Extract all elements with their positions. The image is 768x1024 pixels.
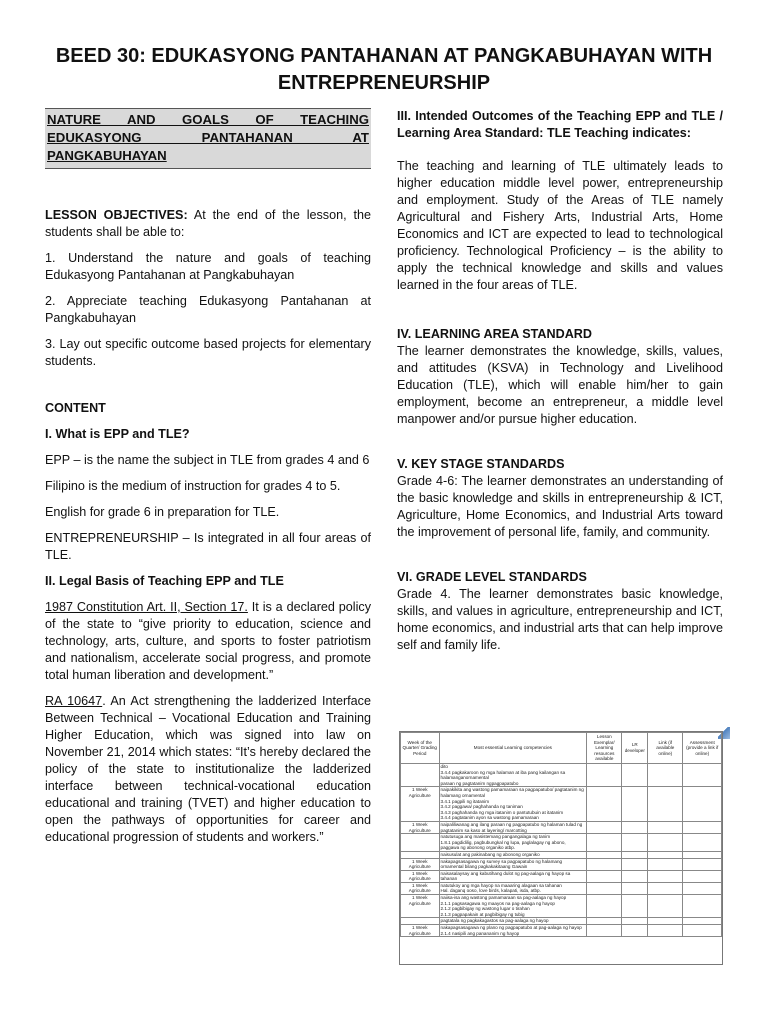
epp-definition: EPP – is the name the subject in TLE from grades 4 and 6: [45, 453, 370, 467]
objective-1: 1. Understand the nature and goals of teaching Edukasyong Pantahanan at Pangkabuhayan: [45, 251, 371, 282]
table-cell-empty: [622, 925, 648, 937]
table-cell-empty: [622, 851, 648, 858]
table-cell-empty: [648, 858, 683, 870]
table-row: [401, 870, 722, 882]
table-cell-competency: naisasalaysay ang kabutihang dulot ng pag-aalaga ng hayop sa tahanan: [439, 870, 587, 882]
competencies-table-image: [399, 731, 723, 965]
lesson-objectives: [45, 207, 371, 241]
table-cell-week: [401, 764, 440, 787]
table-cell-empty: [622, 870, 648, 882]
table-cell-empty: [622, 821, 648, 833]
table-row: [401, 858, 722, 870]
right-column: [397, 108, 723, 654]
objective-2: 2. Appreciate teaching Edukasyong Pantahanan at Pangkabuhayan: [45, 294, 371, 325]
table-cell-empty: [683, 851, 722, 858]
table-cell-empty: [587, 821, 622, 833]
table-cell-competency: naiisa-isa ang wastong pamamaraan sa pag-aalaga ng hayop 2.1.1 pagsasagawa ng maayos na pag-aalaga ng hayop 2.1.2 pagbibigay ng wastong lugar o tirahan 2.1.3 pagpapakain at pagbibigay ng tubig: [439, 895, 587, 918]
table-cell-competency: naipaliliwanag ang ilang paraan ng pagpapatubo ng halaman tulad ng pagtatanim sa kaso at layering/ marcotting: [439, 821, 587, 833]
objectives-label: LESSON OBJECTIVES:: [45, 208, 188, 222]
table-header: Lesson Exemplar/ Learning resources available: [587, 733, 622, 764]
table-cell-empty: [648, 870, 683, 882]
table-cell-empty: [683, 918, 722, 925]
table-cell-week: 1 Week Agriculture: [401, 870, 440, 882]
table-cell-empty: [622, 882, 648, 894]
section-5-heading: V. KEY STAGE STANDARDS: [397, 457, 565, 471]
table-cell-empty: [648, 834, 683, 852]
table-cell-competency: pagtatala ng pagkakagastos sa pag-aalaga ng hayop: [439, 918, 587, 925]
table-cell-empty: [683, 787, 722, 822]
content-label: CONTENT: [45, 401, 106, 415]
document-title: BEED 30: EDUKASYONG PANTAHANAN AT PANGKABUHAYAN WITH ENTREPRENEURSHIP: [55, 45, 713, 94]
section-3-heading: III. Intended Outcomes of the Teaching EPP and TLE / Learning Area Standard: TLE Teaching indicates:: [397, 109, 723, 140]
table-cell-competency: naipakikita ang wastong pamamaraan sa pagpapatubo/ pagtatanim ng halamang ornamental 3.4.1 pagpili ng itatanim 3.4.2 paggawa/ paghahanda ng taniman 3.4.3 paghahanda ng mga itatanim o pantutubuin at itatanim 3.4.4 pagtatanim ayon sa wastong pamamaraan: [439, 787, 587, 822]
table-cell-empty: [587, 858, 622, 870]
table-cell-empty: [587, 882, 622, 894]
objective-3: 3. Lay out specific outcome based projects for elementary students.: [45, 337, 371, 368]
table-cell-empty: [622, 764, 648, 787]
table-cell-empty: [683, 870, 722, 882]
table-cell-week: [401, 918, 440, 925]
table-row: [401, 895, 722, 918]
table-cell-empty: [587, 764, 622, 787]
section-4-heading: IV. LEARNING AREA STANDARD: [397, 327, 592, 341]
table-cell-empty: [648, 925, 683, 937]
section-3-text: The teaching and learning of TLE ultimately leads to higher education middle level power, entrepreneurship and employment. Study of the Areas of TLE namely Agricultural and Fishery Arts, Industrial Arts, Home Economics and ICT are expected to lead to technological proficiency. Technological Proficiency – is the ability to apply the technical knowledge and skills and values learned in the four areas of TLE.: [397, 159, 723, 292]
table-cell-competency: dito 3.4.4 pagkakaroon ng mga halaman at iba pang kailangan sa halamanganornamental paraan ng pagtatanim ngpagpapatubo: [439, 764, 587, 787]
table-row: [401, 834, 722, 852]
section-2-heading: II. Legal Basis of Teaching EPP and TLE: [45, 574, 284, 588]
table-header: Link (if available online): [648, 733, 683, 764]
table-cell-empty: [587, 851, 622, 858]
table-cell-week: 1 Week Agriculture: [401, 821, 440, 833]
table-cell-empty: [648, 882, 683, 894]
section-4-text: The learner demonstrates the knowledge, skills, values, and attitudes (KSVA) in Technology and Livelihood Education (TLE), which will enable him/her to gain employment, become an entrepreneur, a middle level manpower and/or pursue higher education.: [397, 344, 723, 426]
table-cell-competency: natutusuga ang masistemang pangangalaga ng tanim 1.8.1 pagdidilig, pagbubungkal ng lupa, paglalagay ng abono, paggawa ng abonong organiko atbp.: [439, 834, 587, 852]
table-cell-empty: [587, 787, 622, 822]
table-cell-empty: [683, 882, 722, 894]
table-cell-empty: [683, 925, 722, 937]
table-header: Week of the Quarter/ Grading Period: [401, 733, 440, 764]
constitution-text: It is a declared policy of the state to “give priority to education, science and technology, arts, culture, and sports to foster patriotism and nationalism, accelerate social progress, and promote total human liberation and development.”: [45, 600, 371, 682]
table-cell-competency: natutukoy ang mga hayop na maaaring alagaan sa tahanan Hal. daganq ooso, love birds, kalapati, isda, atbp.: [439, 882, 587, 894]
table-row: [401, 787, 722, 822]
table-cell-empty: [683, 764, 722, 787]
table-row: [401, 821, 722, 833]
table-cell-competency: nakapagsasagawa ng plano ng pagpapatubo at pag-aalaga ng hayop 2.1.4 nasipili ang panananim ng hayop: [439, 925, 587, 937]
table-row: [401, 882, 722, 894]
table-row: [401, 764, 722, 787]
table-cell-empty: [587, 925, 622, 937]
ra-text: . An Act strengthening the ladderized Interface Between Technical – Vocational Education and Training Higher Education, which was signed into law on November 21, 2014 which states: “It’s hereby declared the policy of the state to institutionalize the ladderized interface between technical-vocational education educational and training (TVET) and higher education to open the pathways of opportunities for career and educational progression of students and workers.”: [45, 694, 371, 844]
table-cell-empty: [683, 834, 722, 852]
table-cell-empty: [587, 895, 622, 918]
english-grade6: English for grade 6 in preparation for TLE.: [45, 505, 280, 519]
table-cell-empty: [683, 821, 722, 833]
nature-heading: NATURE AND GOALS OF TEACHING EDUKASYONG PANTAHANAN AT PANGKABUHAYAN: [45, 108, 371, 169]
section-6-heading: VI. GRADE LEVEL STANDARDS: [397, 570, 587, 584]
table-cell-empty: [587, 918, 622, 925]
constitution-ref: 1987 Constitution Art. II, Section 17.: [45, 600, 248, 614]
table-cell-week: 1 Week Agriculture: [401, 895, 440, 918]
table-cell-empty: [622, 787, 648, 822]
filipino-medium: Filipino is the medium of instruction for grades 4 to 5.: [45, 479, 341, 493]
table-cell-empty: [648, 787, 683, 822]
ra-ref: RA 10647: [45, 694, 103, 708]
table-cell-week: 1 Week Agriculture: [401, 925, 440, 937]
table-cell-empty: [622, 918, 648, 925]
left-column: [45, 108, 371, 846]
section-5-text: Grade 4-6: The learner demonstrates an understanding of the basic knowledge and skills in entrepreneurship & ICT, Agriculture, Home Economics, and Industrial Arts toward the improvement of personal life, family, and community.: [397, 474, 723, 539]
table-row: [401, 851, 722, 858]
table-cell-empty: [587, 834, 622, 852]
table-cell-empty: [648, 764, 683, 787]
legal-basis-2: [45, 693, 371, 846]
legal-basis-1: [45, 599, 371, 684]
table-cell-empty: [683, 858, 722, 870]
table-cell-empty: [622, 895, 648, 918]
entrepreneurship-note: ENTREPRENEURSHIP – Is integrated in all four areas of TLE.: [45, 531, 371, 562]
competencies-table: [400, 732, 722, 937]
table-header: LR developer: [622, 733, 648, 764]
table-cell-week: [401, 851, 440, 858]
table-cell-competency: nakapagsasagawa ng survey sa pagpapatubo ng halamang ornamental bilang pagkakakitaang Gawain: [439, 858, 587, 870]
table-cell-empty: [648, 821, 683, 833]
table-header: Most essential Learning competencies: [439, 733, 587, 764]
table-cell-empty: [683, 895, 722, 918]
table-cell-empty: [622, 834, 648, 852]
table-cell-competency: naisusulat ang pakinabang ng abonong organiko: [439, 851, 587, 858]
table-cell-empty: [648, 895, 683, 918]
table-cell-week: 1 Week Agriculture: [401, 882, 440, 894]
table-cell-empty: [587, 870, 622, 882]
objectives-intro: At the end of the lesson, the students shall be able to:: [45, 208, 371, 239]
table-cell-empty: [648, 851, 683, 858]
table-cell-week: [401, 834, 440, 852]
table-cell-week: 1 Week Agriculture: [401, 858, 440, 870]
section-6-text: Grade 4. The learner demonstrates basic knowledge, skills, and values in agriculture, entrepreneurship and ICT, home economics, and industrial arts that can help improve self and family life.: [397, 587, 723, 652]
table-header-row: [401, 733, 722, 764]
table-row: [401, 918, 722, 925]
table-cell-week: 1 Week Agriculture: [401, 787, 440, 822]
section-1-heading: I. What is EPP and TLE?: [45, 427, 190, 441]
table-header: Assessment (provide a link if online): [683, 733, 722, 764]
table-cell-empty: [622, 858, 648, 870]
table-row: [401, 925, 722, 937]
table-cell-empty: [648, 918, 683, 925]
